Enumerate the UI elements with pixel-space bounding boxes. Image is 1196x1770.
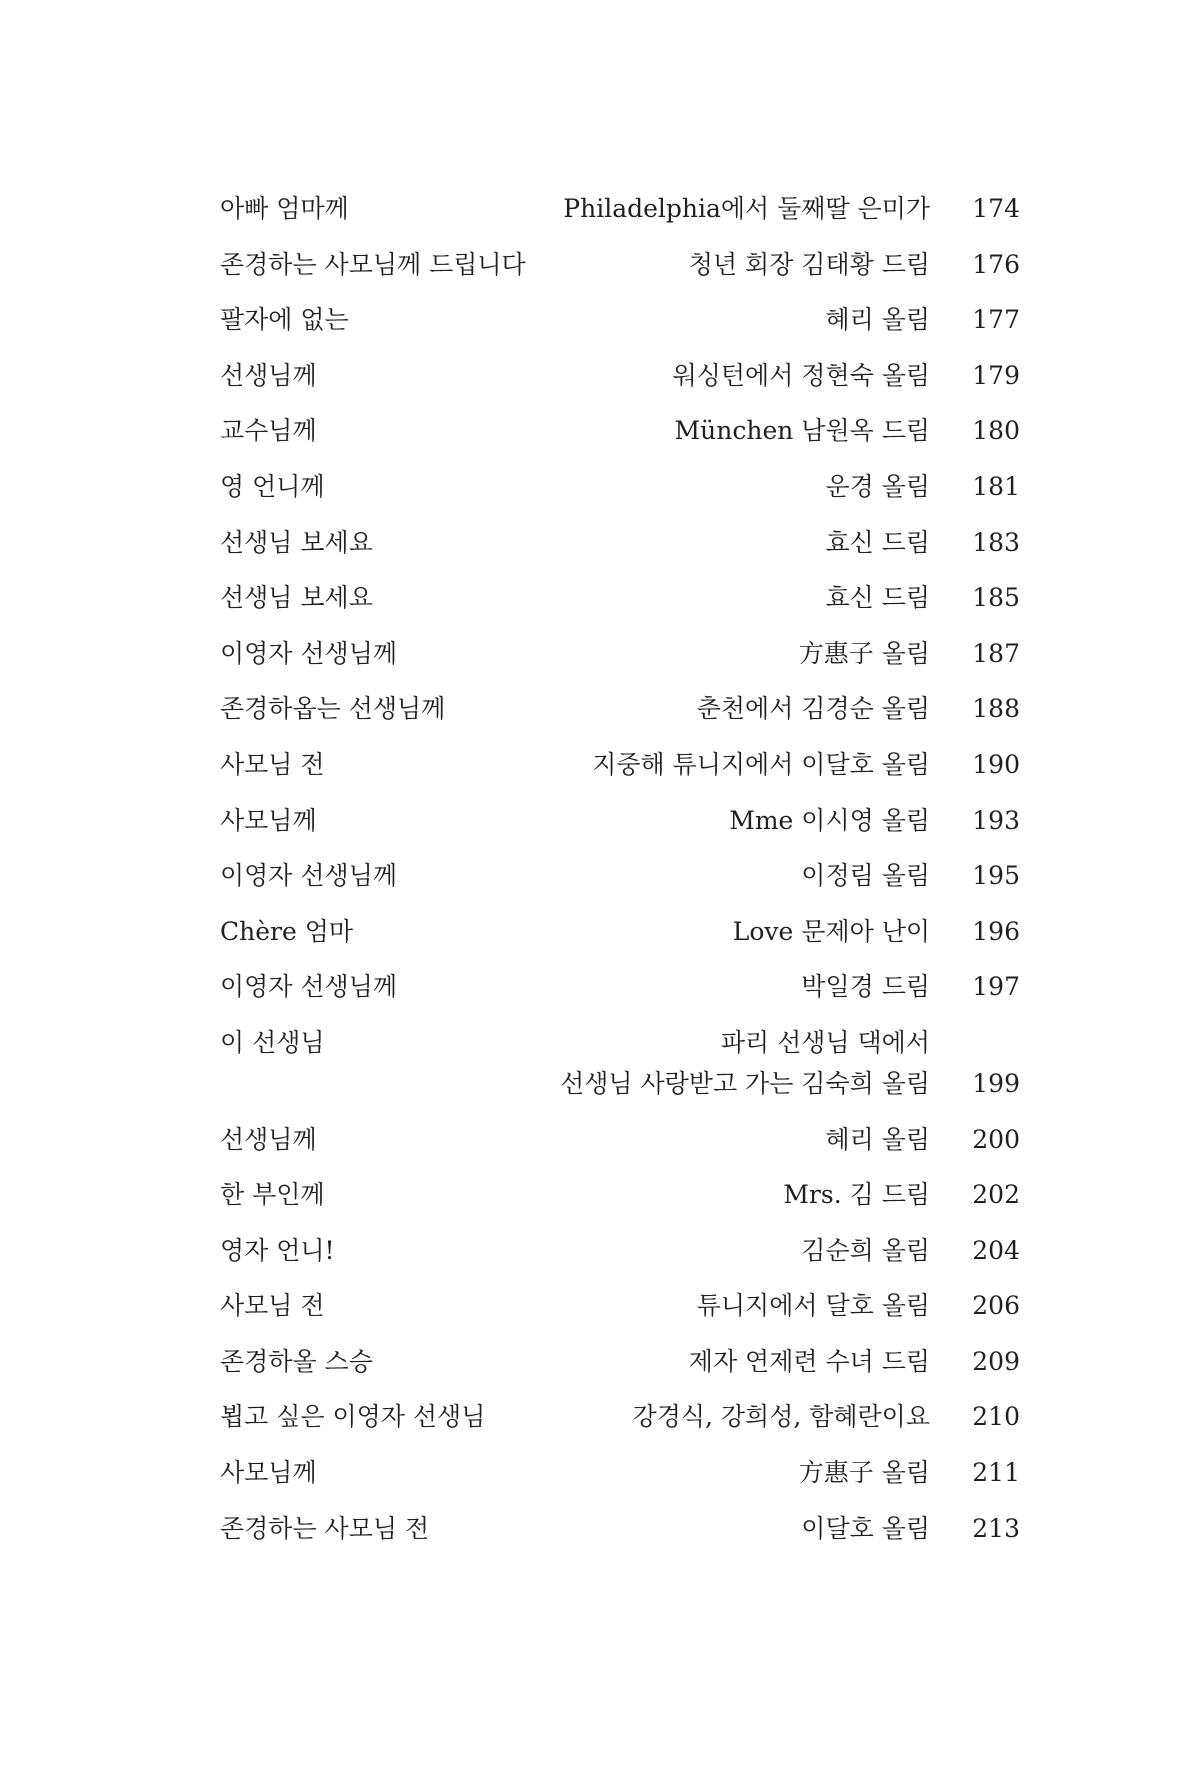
toc-entry	[220, 800, 1020, 841]
entry-author-line: 方惠子 올림	[798, 638, 930, 668]
entry-page-number: 202	[972, 1180, 1020, 1210]
entry-page-number: 177	[972, 305, 1020, 335]
entry-author	[560, 466, 930, 507]
entry-page-number: 174	[972, 194, 1020, 223]
entry-author	[560, 522, 930, 563]
entry-page-number: 209	[972, 1346, 1020, 1376]
entry-page-number: 176	[972, 249, 1020, 279]
entry-title: 사모님께	[220, 1458, 317, 1488]
entry-author-line: München 남원옥 드림	[674, 416, 930, 446]
entry-title: 사모님 전	[220, 1291, 325, 1321]
entry-title: 이영자 선생님께	[220, 972, 397, 1002]
entry-title: 존경하옵는 선생님께	[220, 694, 446, 724]
toc-entry	[220, 688, 1020, 729]
entry-author	[560, 744, 930, 785]
entry-page-number: 210	[972, 1402, 1020, 1432]
entry-author	[560, 188, 930, 229]
entry-author	[560, 355, 930, 396]
toc-entry	[220, 1119, 1020, 1160]
entry-author-line: 혜리 올림	[825, 1124, 930, 1154]
entry-author-line: 운경 올림	[825, 471, 930, 501]
toc-entry	[220, 410, 1020, 451]
entry-title: 교수님께	[220, 416, 317, 446]
entry-title: 존경하는 사모님께 드립니다	[220, 249, 526, 279]
entry-page-number: 181	[972, 471, 1020, 501]
entry-author	[560, 1174, 930, 1215]
entry-page-number: 180	[972, 416, 1020, 446]
entry-author	[560, 1508, 930, 1549]
toc-entry	[220, 1452, 1020, 1493]
entry-author-line: 청년 회장 김태황 드림	[688, 249, 930, 279]
entry-page-number: 213	[972, 1513, 1020, 1543]
toc-entry	[220, 299, 1020, 340]
entry-title: 사모님 전	[220, 749, 325, 779]
toc-entry	[220, 466, 1020, 507]
entry-author	[560, 1396, 930, 1437]
entry-page-number: 197	[972, 972, 1020, 1002]
entry-author	[560, 800, 930, 841]
entry-title: Chère 엄마	[220, 916, 354, 946]
entry-title: 이영자 선생님께	[220, 638, 397, 668]
toc-entry	[220, 1285, 1020, 1326]
entry-author	[560, 1285, 930, 1326]
toc-entry	[220, 966, 1020, 1007]
entry-author	[560, 577, 930, 618]
entry-author	[560, 966, 930, 1007]
toc-entry	[220, 188, 1020, 229]
entry-page-number: 206	[972, 1291, 1020, 1321]
entry-page-number: 204	[972, 1235, 1020, 1265]
entry-author	[560, 633, 930, 674]
toc-entry	[220, 1508, 1020, 1549]
entry-author-line: 튜니지에서 달호 올림	[696, 1291, 930, 1321]
toc-entry	[220, 1341, 1020, 1382]
entry-title: 뵙고 싶은 이영자 선생님	[220, 1402, 486, 1432]
toc-entry	[220, 744, 1020, 785]
toc-entry	[220, 522, 1020, 563]
entry-author-line: 파리 선생님 댁에서	[720, 1027, 930, 1057]
entry-author-line: 제자 연제련 수녀 드림	[688, 1346, 930, 1376]
entry-author-line: Love 문제아 난이	[732, 916, 930, 946]
entry-author-line: 강경식, 강희성, 함혜란이요	[632, 1402, 930, 1432]
entry-author	[560, 244, 930, 285]
toc-entry	[220, 1230, 1020, 1271]
toc-entry	[220, 1174, 1020, 1215]
toc-entry	[220, 911, 1020, 952]
entry-page-number: 196	[972, 916, 1020, 946]
entry-page-number: 211	[972, 1458, 1020, 1488]
entry-author	[560, 1452, 930, 1493]
entry-author-line: 효신 드림	[825, 583, 930, 613]
entry-title: 팔자에 없는	[220, 305, 349, 335]
entry-author-line: 方惠子 올림	[798, 1458, 930, 1488]
entry-author-line: 지중해 튜니지에서 이달호 올림	[592, 749, 930, 779]
entry-title: 존경하는 사모님 전	[220, 1513, 430, 1543]
entry-title: 이영자 선생님께	[220, 861, 397, 891]
table-of-contents	[220, 188, 1020, 1563]
entry-author-line: 선생님 사랑받고 가는 김숙희 올림	[560, 1068, 930, 1098]
entry-author	[560, 1341, 930, 1382]
entry-title: 영 언니께	[220, 471, 325, 501]
entry-title: 존경하올 스승	[220, 1346, 373, 1376]
entry-title: 영자 언니!	[220, 1235, 335, 1265]
toc-entry	[220, 1396, 1020, 1437]
entry-author-line: Mme 이시영 올림	[729, 805, 930, 835]
entry-author-line: 효신 드림	[825, 527, 930, 557]
entry-author	[560, 855, 930, 896]
toc-entry	[220, 855, 1020, 896]
toc-entry	[220, 244, 1020, 285]
entry-title: 선생님께	[220, 360, 317, 390]
entry-page-number: 179	[972, 360, 1020, 390]
entry-author-line: 김순희 올림	[801, 1235, 930, 1265]
entry-author-line: 춘천에서 김경순 올림	[696, 694, 930, 724]
entry-title: 한 부인께	[220, 1180, 325, 1210]
entry-page-number: 183	[972, 527, 1020, 557]
toc-entry	[220, 1022, 1020, 1104]
entry-page-number: 190	[972, 749, 1020, 779]
entry-title: 이 선생님	[220, 1027, 325, 1057]
entry-page-number: 193	[972, 805, 1020, 835]
entry-author-line: 이정림 올림	[801, 861, 930, 891]
entry-page-number: 200	[972, 1124, 1020, 1154]
entry-title: 아빠 엄마께	[220, 194, 349, 223]
entry-author-line: 워싱턴에서 정현숙 올림	[672, 360, 930, 390]
entry-author-line: 박일경 드림	[801, 972, 930, 1002]
entry-author-line: 혜리 올림	[825, 305, 930, 335]
entry-page-number: 188	[972, 694, 1020, 724]
entry-page-number: 185	[972, 583, 1020, 613]
entry-page-number: 199	[972, 1068, 1020, 1098]
entry-title: 사모님께	[220, 805, 317, 835]
entry-title: 선생님 보세요	[220, 583, 373, 613]
entry-author	[560, 1022, 930, 1104]
entry-author	[560, 688, 930, 729]
entry-author	[560, 299, 930, 340]
entry-author-line: 이달호 올림	[801, 1513, 930, 1543]
entry-author	[560, 410, 930, 451]
entry-page-number: 187	[972, 638, 1020, 668]
entry-page-number: 195	[972, 861, 1020, 891]
entry-author	[560, 1119, 930, 1160]
entry-author	[560, 1230, 930, 1271]
entry-author-line: Mrs. 김 드림	[783, 1180, 930, 1210]
toc-entry	[220, 633, 1020, 674]
toc-entry	[220, 355, 1020, 396]
toc-entry	[220, 577, 1020, 618]
entry-author	[560, 911, 930, 952]
entry-title: 선생님께	[220, 1124, 317, 1154]
entry-author-line: Philadelphia에서 둘째딸 은미가	[563, 194, 930, 223]
entry-title: 선생님 보세요	[220, 527, 373, 557]
